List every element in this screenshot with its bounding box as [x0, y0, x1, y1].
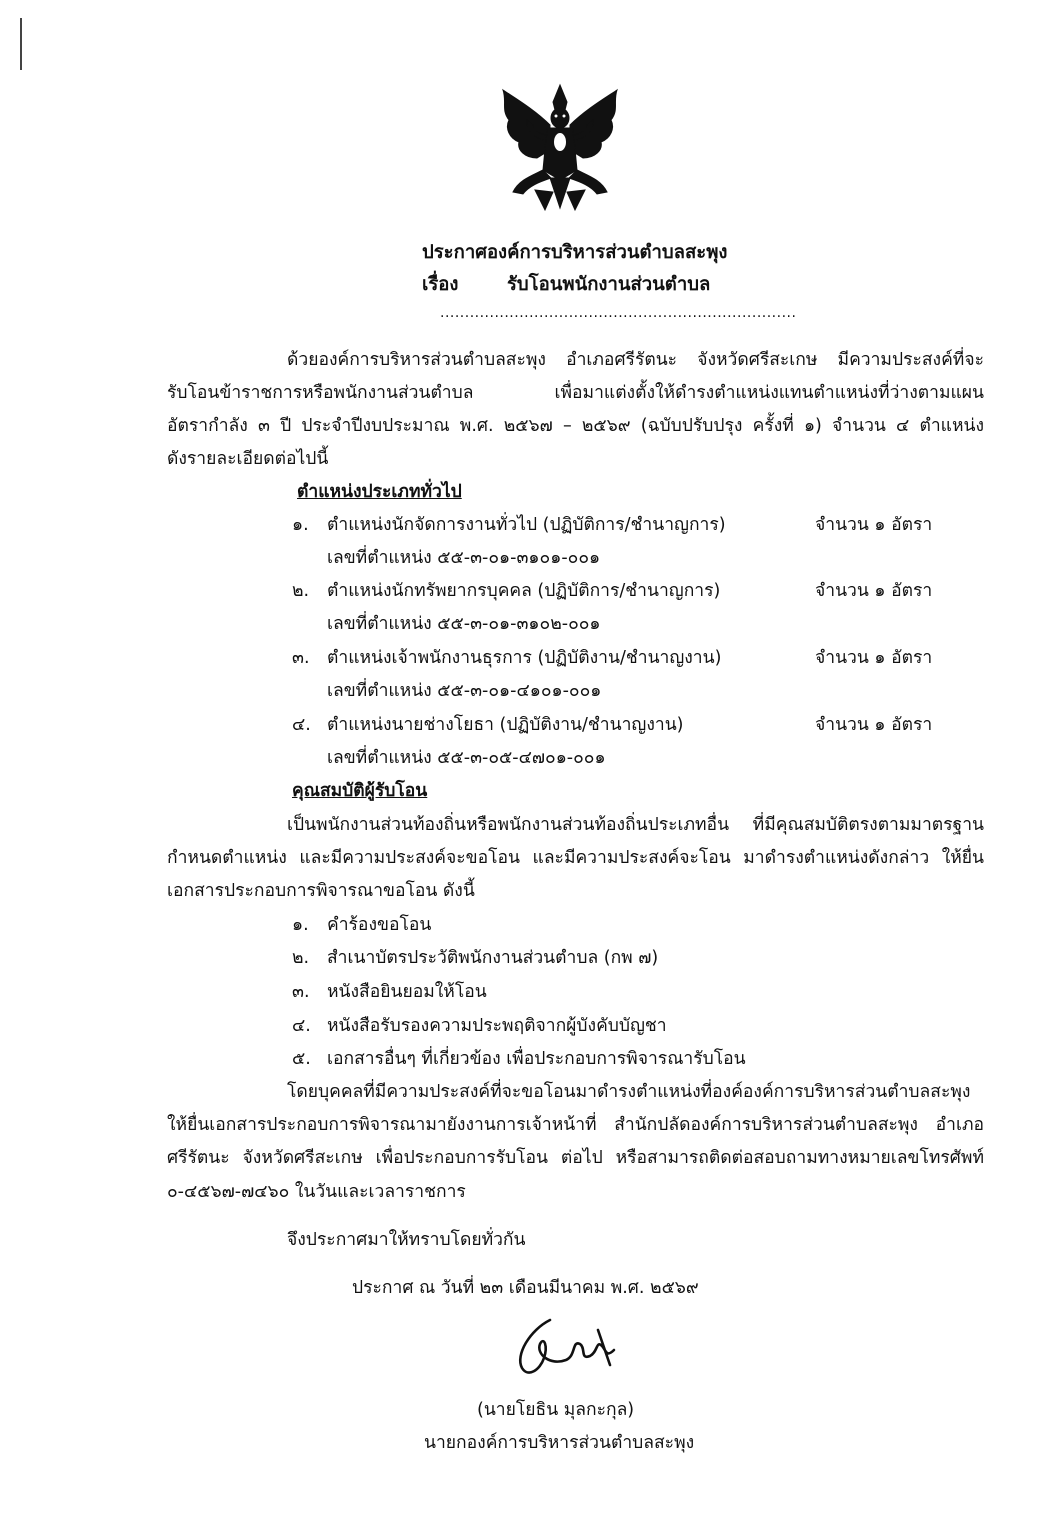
- document-1-text: คำร้องขอโอน: [327, 915, 432, 935]
- position-4-title: ตำแหน่งนายช่างโยธา (ปฏิบัติงาน/ชำนาญงาน): [327, 715, 684, 735]
- document-3-number: ๓.: [292, 982, 310, 1002]
- intro-line-3: อัตรากำลัง ๓ ปี ประจำปีงบประมาณ พ.ศ. ๒๕๖๗ – ๒๕๖๙ (ฉบับปรับปรุง ครั้งที่ ๑) จำนวน ๔ ตำแหน่ง: [167, 416, 984, 436]
- contact-line-1: โดยบุคคลที่มีความประสงค์ที่จะขอโอนมาดำรงตำแหน่งที่องค์องค์การบริหารส่วนตำบลสะพุง: [287, 1082, 971, 1102]
- header-separator: ........................................................................: [440, 305, 797, 321]
- position-3-number: ๓.: [292, 648, 310, 668]
- announcement-title: ประกาศองค์การบริหารส่วนตำบลสะพุง: [422, 242, 728, 263]
- qualifications-line-1: เป็นพนักงานส่วนท้องถิ่นหรือพนักงานส่วนท้องถิ่นประเภทอื่น ที่มีคุณสมบัติตรงตามมาตรฐาน: [287, 815, 984, 835]
- document-5-text: เอกสารอื่นๆ ที่เกี่ยวข้อง เพื่อประกอบการพิจารณารับโอน: [327, 1049, 746, 1069]
- position-4-code: เลขที่ตำแหน่ง ๕๕-๓-๐๕-๔๗๐๑-๐๐๑: [327, 748, 606, 768]
- signatory-title: นายกองค์การบริหารส่วนตำบลสะพุง: [424, 1433, 695, 1453]
- contact-line-3: ศรีรัตนะ จังหวัดศรีสะเกษ เพื่อประกอบการรับโอน ต่อไป หรือสามารถติดต่อสอบถามทางหมายเลขโทรศัพท์: [167, 1148, 984, 1168]
- positions-heading: ตำแหน่งประเภททั่วไป: [297, 482, 462, 502]
- qualifications-line-3: เอกสารประกอบการพิจารณาขอโอน ดังนี้: [167, 881, 475, 901]
- document-3-text: หนังสือยินยอมให้โอน: [327, 982, 487, 1002]
- document-2-number: ๒.: [292, 948, 310, 968]
- position-4-number: ๔.: [292, 715, 311, 735]
- qualifications-heading: คุณสมบัติผู้รับโอน: [292, 781, 428, 801]
- position-1-number: ๑.: [292, 515, 309, 535]
- position-1-title: ตำแหน่งนักจัดการงานทั่วไป (ปฏิบัติการ/ชำนาญการ): [327, 515, 726, 535]
- contact-line-2: ให้ยื่นเอกสารประกอบการพิจารณามายังงานการเจ้าหน้าที่ สำนักปลัดองค์การบริหารส่วนตำบลสะพุง อำเภอ: [167, 1115, 984, 1135]
- document-1-number: ๑.: [292, 915, 309, 935]
- position-3-title: ตำแหน่งเจ้าพนักงานธุรการ (ปฏิบัติงาน/ชำนาญงาน): [327, 648, 722, 668]
- document-4-number: ๔.: [292, 1016, 311, 1036]
- intro-line-1: ด้วยองค์การบริหารส่วนตำบลสะพุง อำเภอศรีรัตนะ จังหวัดศรีสะเกษ มีความประสงค์ที่จะ: [287, 350, 984, 370]
- position-4-count: จำนวน ๑ อัตรา: [815, 715, 933, 735]
- closing-announce: จึงประกาศมาให้ทราบโดยทั่วกัน: [287, 1230, 526, 1250]
- position-1-count: จำนวน ๑ อัตรา: [815, 515, 933, 535]
- garuda-emblem-icon: [495, 80, 625, 215]
- intro-line-4: ดังรายละเอียดต่อไปนี้: [167, 449, 329, 469]
- document-5-number: ๕.: [292, 1049, 311, 1069]
- document-4-text: หนังสือรับรองความประพฤติจากผู้บังคับบัญชา: [327, 1016, 667, 1036]
- signature-icon: [510, 1310, 630, 1385]
- subject-text: รับโอนพนักงานส่วนตำบล: [507, 274, 711, 295]
- position-2-code: เลขที่ตำแหน่ง ๕๕-๓-๐๑-๓๑๐๒-๐๐๑: [327, 614, 601, 634]
- position-3-code: เลขที่ตำแหน่ง ๕๕-๓-๐๑-๔๑๐๑-๐๐๑: [327, 681, 602, 701]
- position-1-code: เลขที่ตำแหน่ง ๕๕-๓-๐๑-๓๑๐๑-๐๐๑: [327, 548, 601, 568]
- position-2-count: จำนวน ๑ อัตรา: [815, 581, 933, 601]
- intro-line-2: รับโอนข้าราชการหรือพนักงานส่วนตำบล เพื่อมาแต่งตั้งให้ดำรงตำแหน่งแทนตำแหน่งที่ว่างตามแผน: [167, 383, 984, 403]
- position-2-number: ๒.: [292, 581, 310, 601]
- qualifications-line-2: กำหนดตำแหน่ง และมีความประสงค์จะขอโอน และมีความประสงค์จะโอน มาดำรงตำแหน่งดังกล่าว ให้ยื่น: [167, 848, 984, 868]
- scan-edge-mark: [20, 18, 22, 70]
- contact-line-4: ๐-๔๕๖๗-๗๔๖๐ ในวันและเวลาราชการ: [167, 1182, 466, 1202]
- signatory-name: (นายโยธิน มุลกะกุล): [477, 1400, 635, 1420]
- subject-label: เรื่อง: [422, 274, 459, 295]
- position-2-title: ตำแหน่งนักทรัพยากรบุคคล (ปฏิบัติการ/ชำนาญการ): [327, 581, 721, 601]
- document-2-text: สำเนาบัตรประวัติพนักงานส่วนตำบล (กพ ๗): [327, 948, 659, 968]
- announcement-date: ประกาศ ณ วันที่ ๒๓ เดือนมีนาคม พ.ศ. ๒๕๖๙: [352, 1278, 699, 1298]
- position-3-count: จำนวน ๑ อัตรา: [815, 648, 933, 668]
